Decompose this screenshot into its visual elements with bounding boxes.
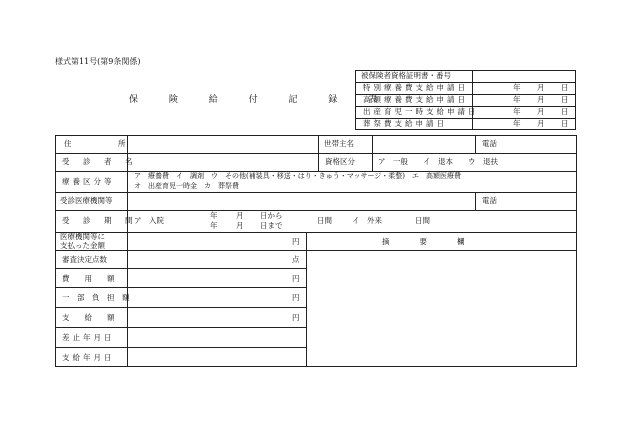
form-title: 保 険 給 付 記 録 表 <box>129 95 392 105</box>
header-label-funeral: 葬祭費支給申請日 <box>363 119 447 128</box>
household-head-label: 世帯主名 <box>324 139 354 148</box>
period-outpatient: イ 外来 <box>352 216 382 225</box>
payment-amount-label: 支 給 額 <box>62 313 115 322</box>
header-label-birth: 出産育児一時支給申請日 <box>363 107 479 116</box>
header-year-4: 年 <box>513 119 521 128</box>
paid-label-line2: 支払った金額 <box>60 241 105 250</box>
period-from-year: 年 <box>210 211 218 220</box>
header-month-3: 月 <box>537 107 545 116</box>
phone-label-1: 電話 <box>482 139 497 148</box>
review-points-unit: 点 <box>292 255 300 264</box>
copay-amount-label: 一 部 負 担 額 <box>62 293 130 302</box>
cost-amount-label: 費 用 額 <box>62 274 115 283</box>
paid-yen-unit: 円 <box>292 237 300 246</box>
qualification-options: ア 一般 イ 退本 ウ 退扶 <box>378 157 498 166</box>
header-label-high: 高額療養費支給申請日 <box>363 95 468 104</box>
period-from-day: 日から <box>260 211 283 220</box>
suspension-date-label: 差止年月日 <box>62 333 115 342</box>
header-month-4: 月 <box>537 119 545 128</box>
form-number: 様式第11号(第9条関係) <box>55 57 141 66</box>
header-month-2: 月 <box>537 95 545 104</box>
paid-label-line1: 医療機関等に <box>60 232 105 241</box>
review-points-label: 審査決定点数 <box>62 255 107 264</box>
cost-amount-unit: 円 <box>292 274 300 283</box>
period-from-month: 月 <box>236 211 244 220</box>
remarks-label: 摘 要 欄 <box>382 237 465 246</box>
period-inpatient: ア 入院 <box>134 216 164 225</box>
period-to-day: 日まで <box>260 221 283 230</box>
treatment-line-1: ア 療養費 イ 調剤 ウ その他(補装具・移送・はり・きゅう・マッサージ・柔整) エ 高額医療費 <box>134 172 462 180</box>
period-days-2: 日間 <box>415 216 430 225</box>
qualification-label: 資格区分 <box>325 157 355 166</box>
header-label-cert-number: 被保険者資格証明書・番号 <box>361 71 451 80</box>
phone-label-2: 電話 <box>482 196 497 205</box>
header-label-special: 特別療養費支給申請日 <box>363 83 468 92</box>
copay-amount-unit: 円 <box>292 293 300 302</box>
payment-date-label: 支給年月日 <box>62 353 115 362</box>
header-year-1: 年 <box>513 83 521 92</box>
payment-amount-unit: 円 <box>292 313 300 322</box>
period-label: 受 診 期 間 <box>62 216 136 225</box>
header-day-4: 日 <box>561 119 569 128</box>
treatment-category-label: 療養区分等 <box>62 177 115 186</box>
address-label: 住 所 <box>64 139 132 148</box>
header-year-3: 年 <box>513 107 521 116</box>
period-to-year: 年 <box>210 221 218 230</box>
header-day-3: 日 <box>561 107 569 116</box>
header-day-1: 日 <box>561 83 569 92</box>
treatment-line-2: オ 出産育児一時金 カ 葬祭費 <box>134 182 239 190</box>
patient-name-label: 受 診 者 名 <box>62 157 136 166</box>
header-day-2: 日 <box>561 95 569 104</box>
period-to-month: 月 <box>236 221 244 230</box>
clinic-label: 受診医療機関等 <box>60 196 113 205</box>
header-year-2: 年 <box>513 95 521 104</box>
header-month-1: 月 <box>537 83 545 92</box>
period-days-1: 日間 <box>317 216 332 225</box>
